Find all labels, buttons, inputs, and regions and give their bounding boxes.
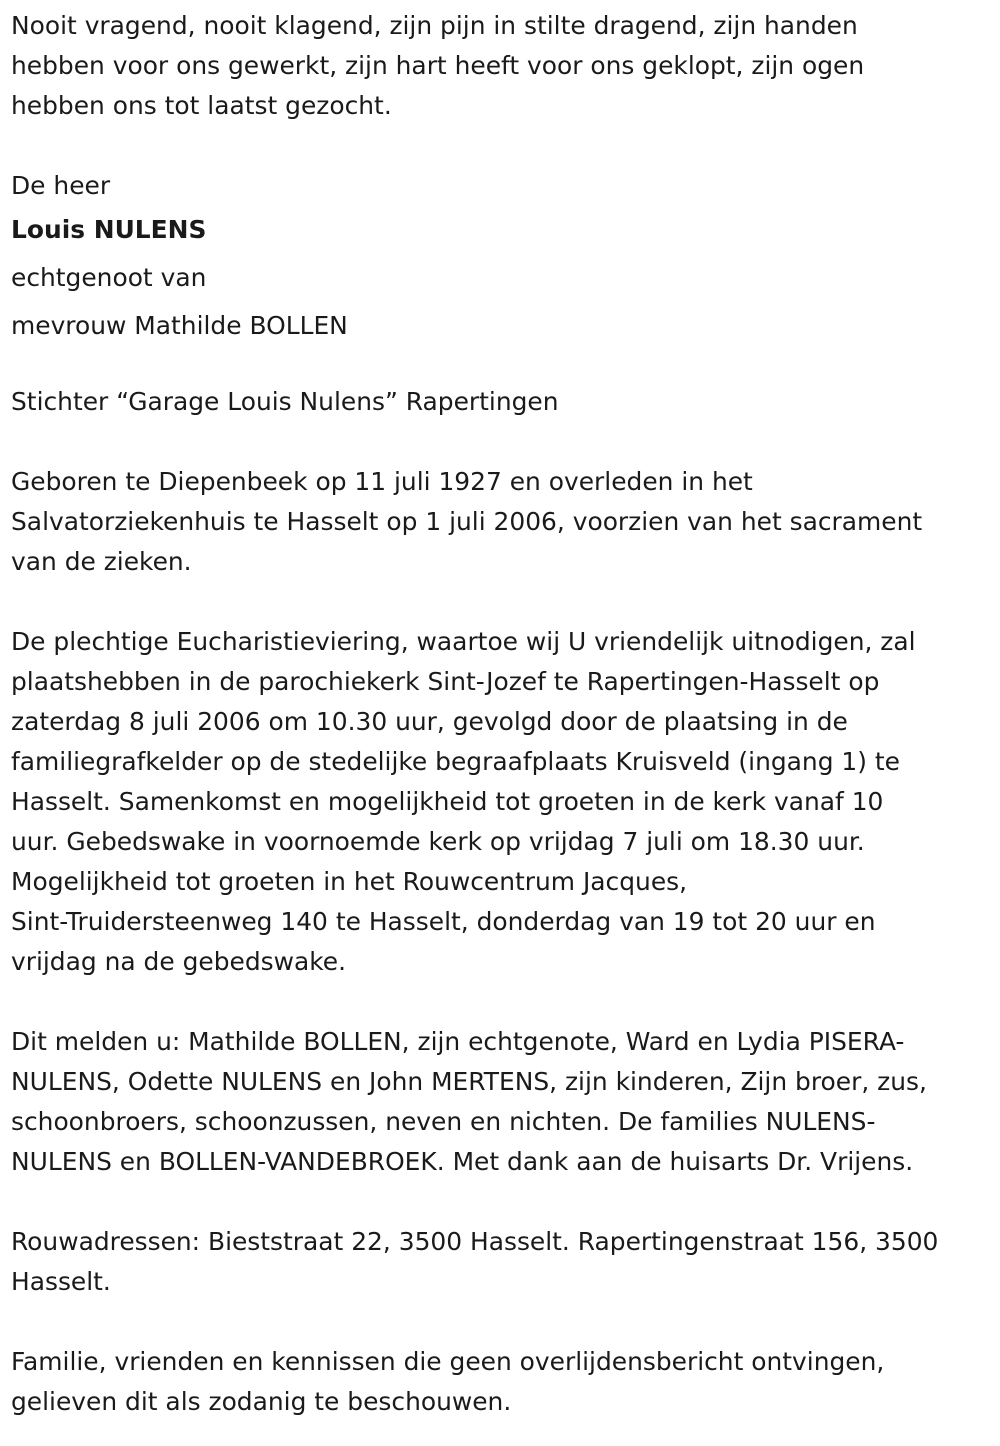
text-line: De plechtige Eucharistieviering, waartoe wij U vriendelijk uitnodigen, zal — [11, 627, 916, 656]
text-line: Rouwadressen: Bieststraat 22, 3500 Hasselt. Rapertingenstraat 156, 3500 — [11, 1227, 939, 1256]
text-line: Sint-Truidersteenweg 140 te Hasselt, donderdag van 19 tot 20 uur en — [11, 907, 876, 936]
text-line: schoonbroers, schoonzussen, neven en nichten. De families NULENS- — [11, 1107, 876, 1136]
birth-death-paragraph — [11, 462, 1000, 582]
text-line: Nooit vragend, nooit klagend, zijn pijn in stilte dragend, zijn handen — [11, 11, 858, 40]
spouse-name: mevrouw Mathilde BOLLEN — [11, 311, 348, 340]
text-line: Hasselt. Samenkomst en mogelijkheid tot groeten in de kerk vanaf 10 — [11, 787, 884, 816]
text-line: Hasselt. — [11, 1267, 111, 1296]
salutation: De heer — [11, 171, 111, 200]
text-line: Mogelijkheid tot groeten in het Rouwcentrum Jacques, — [11, 867, 688, 896]
text-line: NULENS en BOLLEN-VANDEBROEK. Met dank aan de huisarts Dr. Vrijens. — [11, 1147, 914, 1176]
text-line: Salvatorziekenhuis te Hasselt op 1 juli 2006, voorzien van het sacrament — [11, 507, 923, 536]
text-line: Familie, vrienden en kennissen die geen overlijdensbericht ontvingen, — [11, 1347, 885, 1376]
text-line: Stichter “Garage Louis Nulens” Rapertingen — [11, 387, 559, 416]
text-line: uur. Gebedswake in voornoemde kerk op vrijdag 7 juli om 18.30 uur. — [11, 827, 865, 856]
announcers-paragraph — [11, 1022, 1000, 1182]
text-line: hebben ons tot laatst gezocht. — [11, 91, 392, 120]
text-line: hebben voor ons gewerkt, zijn hart heeft voor ons geklopt, zijn ogen — [11, 51, 865, 80]
text-line: zaterdag 8 juli 2006 om 10.30 uur, gevolgd door de plaatsing in de — [11, 707, 848, 736]
text-line: familiegrafkelder op de stedelijke begraafplaats Kruisveld (ingang 1) te — [11, 747, 900, 776]
relation-text: echtgenoot van — [11, 263, 207, 292]
title-block — [11, 166, 1000, 350]
founder-paragraph — [11, 382, 1000, 422]
text-line: plaatshebben in de parochiekerk Sint-Jozef te Rapertingen-Hasselt op — [11, 667, 880, 696]
text-line: vrijdag na de gebedswake. — [11, 947, 347, 976]
deceased-name: Louis NULENS — [11, 215, 207, 244]
text-line: NULENS, Odette NULENS en John MERTENS, zijn kinderen, Zijn broer, zus, — [11, 1067, 927, 1096]
motto-paragraph — [11, 6, 1000, 126]
text-line: Geboren te Diepenbeek op 11 juli 1927 en overleden in het — [11, 467, 753, 496]
text-line: gelieven dit als zodanig te beschouwen. — [11, 1387, 512, 1416]
text-line: Dit melden u: Mathilde BOLLEN, zijn echtgenote, Ward en Lydia PISERA- — [11, 1027, 905, 1056]
ceremony-paragraph — [11, 622, 1000, 982]
addresses-paragraph — [11, 1222, 1000, 1302]
closing-paragraph — [11, 1342, 1000, 1422]
text-line: van de zieken. — [11, 547, 192, 576]
